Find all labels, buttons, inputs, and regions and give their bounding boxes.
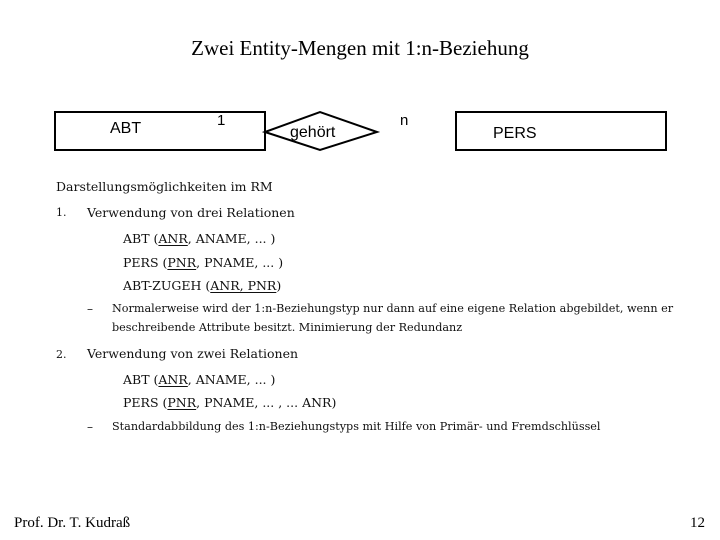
relation-abt-zugeh xyxy=(123,278,281,293)
note-1-line-1: Normalerweise wird der 1:n-Beziehungstyp nur dann auf eine eigene Relation abgebildet, wenn er xyxy=(112,302,674,315)
entity-abt xyxy=(54,111,266,151)
entity-pers-label: PERS xyxy=(493,125,537,142)
primary-key: PNR xyxy=(167,255,197,270)
note-2-dash: – xyxy=(87,420,93,434)
relation-attrs: ) xyxy=(276,278,282,293)
slide-title: Zwei Entity-Mengen mit 1:n-Beziehung xyxy=(191,36,529,60)
item-1-number: 1. xyxy=(56,206,67,219)
footer-author: Prof. Dr. T. Kudraß xyxy=(14,515,131,531)
relation-name: PERS ( xyxy=(123,395,168,410)
entity-abt-label: ABT xyxy=(110,120,142,137)
cardinality-right: n xyxy=(400,112,409,129)
relation-attrs: , ANAME, ... ) xyxy=(187,372,276,387)
relation-attrs: , PNAME, ... ) xyxy=(196,255,284,270)
note-1-line-2: beschreibende Attribute besitzt. Minimierung der Redundanz xyxy=(112,321,463,334)
item-2-text: Verwendung von zwei Relationen xyxy=(87,346,299,361)
page-number: 12 xyxy=(690,515,705,531)
item-1-text: Verwendung von drei Relationen xyxy=(87,205,295,220)
cardinality-left: 1 xyxy=(217,112,226,129)
primary-key: ANR xyxy=(158,231,188,246)
relation-attrs: , ANAME, ... ) xyxy=(187,231,276,246)
relation-name: ABT ( xyxy=(123,372,159,387)
relationship-label: gehört xyxy=(290,124,336,141)
relation-abt-2 xyxy=(123,372,275,387)
relation-attrs: , PNAME, ... , ... ANR) xyxy=(196,395,337,410)
relation-pers-2 xyxy=(123,395,336,410)
primary-key: ANR xyxy=(158,372,188,387)
er-diagram xyxy=(0,0,720,160)
entity-pers xyxy=(455,111,667,151)
relation-abt-1 xyxy=(123,231,275,246)
primary-key: PNR xyxy=(167,395,197,410)
section-heading: Darstellungsmöglichkeiten im RM xyxy=(56,179,273,194)
note-1-dash: – xyxy=(87,302,93,316)
primary-key: ANR, PNR xyxy=(210,278,277,293)
relation-pers-1 xyxy=(123,255,283,270)
item-2-number: 2. xyxy=(56,348,67,361)
relation-name: ABT ( xyxy=(123,231,159,246)
relation-name: ABT-ZUGEH ( xyxy=(123,278,211,293)
relation-name: PERS ( xyxy=(123,255,168,270)
note-2-line-1: Standardabbildung des 1:n-Beziehungstyps mit Hilfe von Primär- und Fremdschlüssel xyxy=(112,420,601,433)
